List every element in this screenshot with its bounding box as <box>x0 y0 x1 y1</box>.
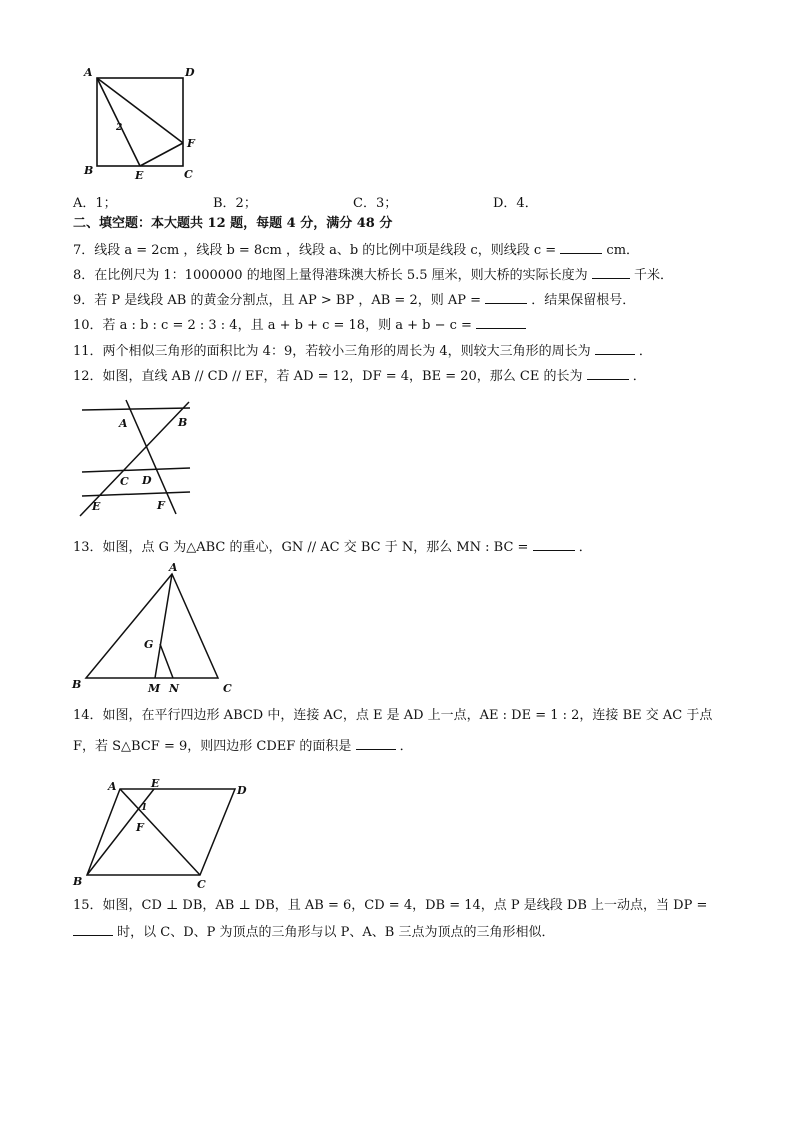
question-14-text: F，若 S△BCF = 9，则四边形 CDEF 的面积是 <box>73 739 352 754</box>
diagonal-ac <box>120 789 200 875</box>
figure-parallelogram <box>70 775 250 890</box>
question-11-text: 11．两个相似三角形的面积比为 4：9，若较小三角形的周长为 4，则较大三角形的周长为 <box>73 344 591 359</box>
answer-blank-11[interactable] <box>595 341 635 355</box>
answer-blank-10[interactable] <box>476 315 526 329</box>
question-10-text: 10．若 a : b : c = 2 : 3 : 4，且 a + b + c = 18，则 a + b − c = <box>73 318 472 333</box>
angle-label-2: 2 <box>116 123 123 133</box>
label-a: A <box>119 417 128 430</box>
segment-be <box>87 789 154 875</box>
label-b: B <box>178 416 188 429</box>
label-f: F <box>157 499 165 512</box>
question-9-suffix: ．结果保留根号． <box>531 293 636 308</box>
answer-blank-7[interactable] <box>560 240 602 254</box>
segment-ae <box>97 78 140 166</box>
segment-gn <box>160 644 173 678</box>
question-12 <box>73 366 646 386</box>
question-13-text: 13．如图，点 G 为△ABC 的重心，GN // AC 交 BC 于 N，那么 MN : BC = <box>73 540 529 555</box>
label-e: E <box>92 500 101 513</box>
label-a: A <box>108 780 117 793</box>
label-c: C <box>184 168 193 181</box>
label-c: C <box>120 475 129 488</box>
question-15-line-1: 15．如图，CD ⊥ DB，AB ⊥ DB，且 AB = 6，CD = 4，DB = 14，点 P 是线段 DB 上一动点，当 DP = <box>73 898 708 913</box>
question-8-text: 8．在比例尺为 1：1000000 的地图上量得港珠澳大桥长 5.5 厘米，则大桥的实际长度为 <box>73 268 588 283</box>
section-title: 二、填空题：本大题共 12 题，每题 4 分，满分 48 分 <box>73 216 393 231</box>
line-ef <box>82 492 190 496</box>
question-8 <box>73 265 673 285</box>
label-a: A <box>84 66 93 79</box>
transversal-adf <box>126 400 176 514</box>
question-7-suffix: cm． <box>606 243 640 258</box>
question-14-line-2 <box>73 736 413 756</box>
label-n: N <box>169 682 180 695</box>
answer-blank-9[interactable] <box>485 290 527 304</box>
question-15-text: 时，以 C、D、P 为顶点的三角形与以 P、A、B 三点为顶点的三角形相似． <box>117 925 555 940</box>
question-11 <box>73 341 652 361</box>
question-9 <box>73 290 635 310</box>
label-c: C <box>197 878 206 890</box>
question-13 <box>73 537 592 557</box>
segment-af <box>97 78 183 143</box>
square-outline <box>97 78 183 166</box>
label-b: B <box>72 678 82 691</box>
median-am <box>155 574 172 678</box>
option-b: B．2； <box>213 196 257 211</box>
label-c: C <box>223 682 232 695</box>
question-12-suffix: ． <box>632 369 646 384</box>
angle-label-1: 1 <box>141 803 148 813</box>
question-13-suffix: ． <box>578 540 592 555</box>
answer-blank-13[interactable] <box>533 537 575 551</box>
label-g: G <box>144 638 154 651</box>
question-12-text: 12．如图，直线 AB // CD // EF，若 AD = 12，DF = 4，BE = 20，那么 CE 的长为 <box>73 369 583 384</box>
answer-blank-15[interactable] <box>73 922 113 936</box>
label-f: F <box>136 821 144 834</box>
option-a: A．1； <box>73 196 117 211</box>
answer-blank-8[interactable] <box>592 265 630 279</box>
question-14-line-1: 14．如图，在平行四边形 ABCD 中，连接 AC，点 E 是 AD 上一点，AE : DE = 1 : 2，连接 BE 交 AC 于点 <box>73 708 713 723</box>
figure-triangle-centroid <box>68 560 240 698</box>
label-d: D <box>185 66 195 79</box>
question-10 <box>73 315 526 335</box>
option-d: D．4． <box>493 196 538 211</box>
label-f: F <box>187 137 195 150</box>
line-ab <box>82 408 190 410</box>
question-14-suffix: ． <box>399 739 413 754</box>
label-b: B <box>84 164 94 177</box>
figure-square-abcd <box>80 62 210 182</box>
label-a: A <box>169 561 178 574</box>
label-e: E <box>151 777 160 790</box>
question-7-text: 7．线段 a = 2cm ，线段 b = 8cm ，线段 a、b 的比例中项是线段 c，则线段 c = <box>73 243 557 258</box>
line-cd <box>82 468 190 472</box>
question-11-suffix: ． <box>638 344 652 359</box>
question-7 <box>73 240 639 260</box>
option-c: C．3； <box>353 196 398 211</box>
triangle-abc <box>86 574 218 678</box>
label-d: D <box>237 784 247 797</box>
answer-blank-14[interactable] <box>356 736 396 750</box>
question-8-suffix: 千米． <box>633 268 673 283</box>
label-m: M <box>148 682 161 695</box>
label-e: E <box>135 169 144 182</box>
segment-ef <box>140 143 183 166</box>
label-b: B <box>73 875 83 888</box>
label-d: D <box>142 474 152 487</box>
figure-parallel-lines <box>72 398 202 522</box>
question-9-text: 9．若 P 是线段 AB 的黄金分割点，且 AP > BP ，AB = 2，则 AP = <box>73 293 482 308</box>
answer-blank-12[interactable] <box>587 366 629 380</box>
question-15-line-2 <box>73 922 554 942</box>
